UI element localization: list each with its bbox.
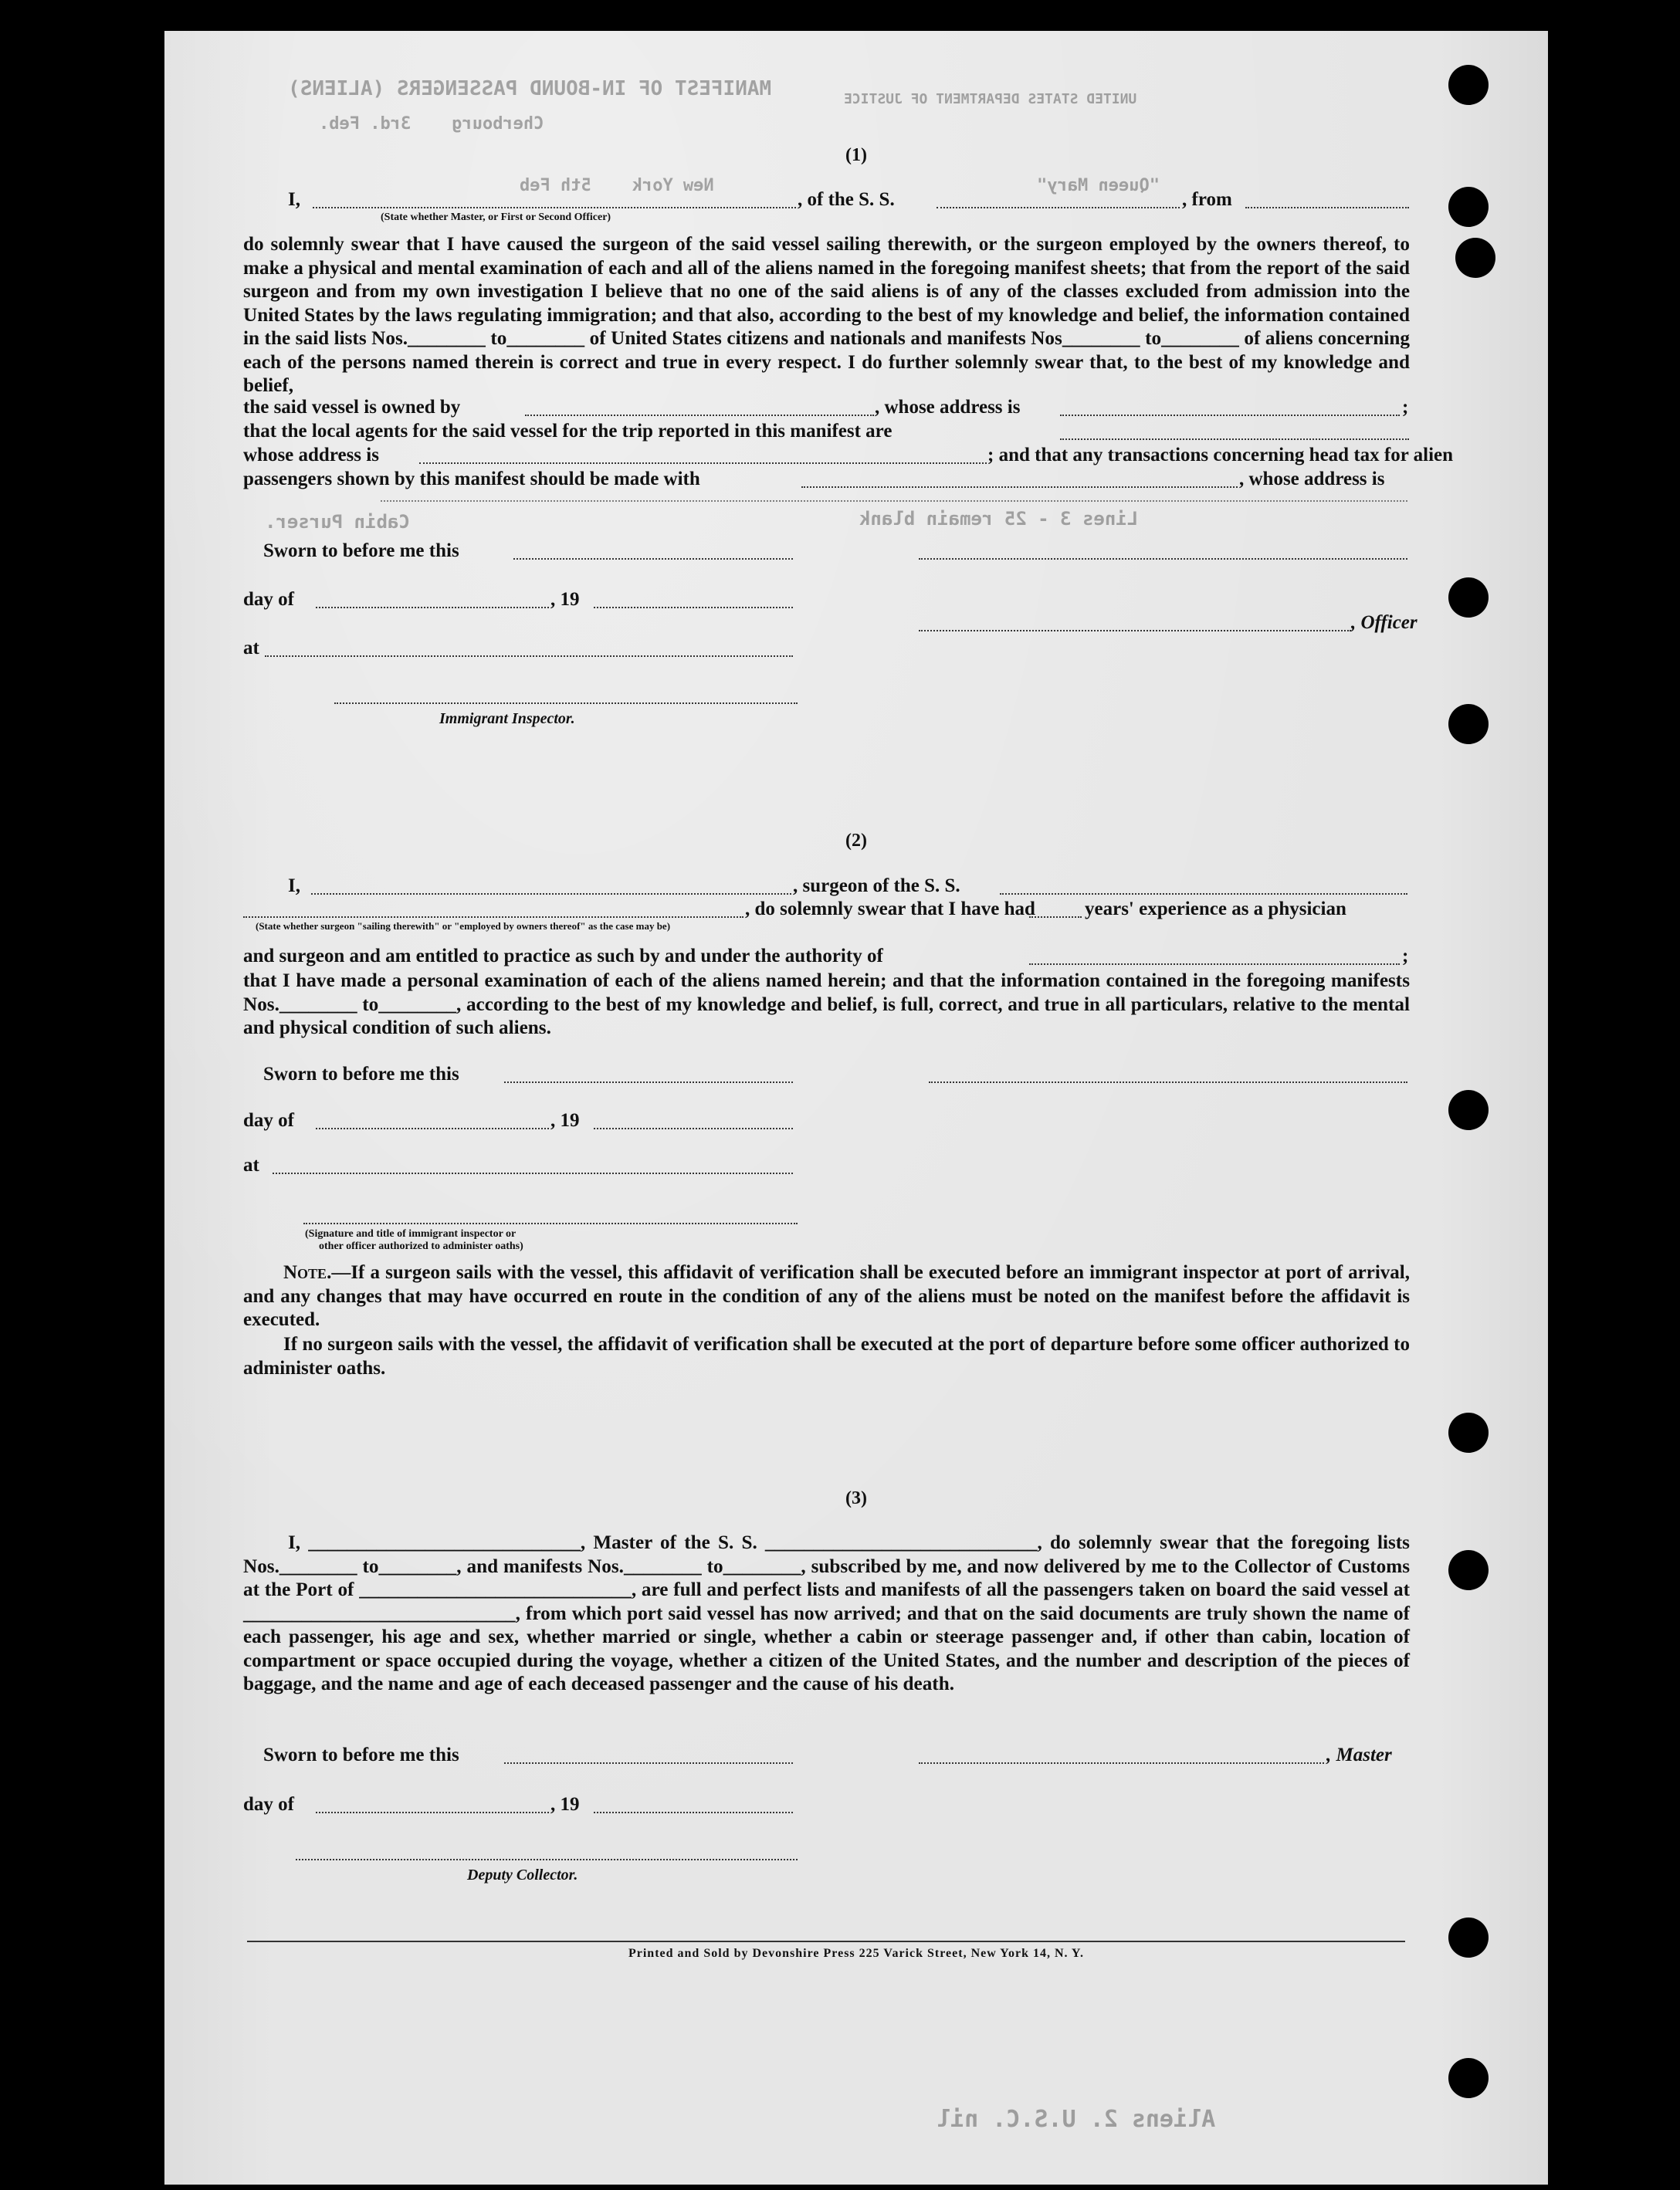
semicolon-2: ; bbox=[1402, 946, 1409, 966]
note-text: —If a surgeon sails with the vessel, this affidavit of verification shall be executed before an immigrant inspector at port of arrival, and any changes that may have occurred en route in the condition of any of the aliens must be noted on the manifest before the affidavit is executed. bbox=[243, 1262, 1410, 1330]
officer-title-field[interactable] bbox=[919, 630, 1351, 631]
punch-hole bbox=[1448, 704, 1489, 744]
bleed-through-line bbox=[844, 91, 1136, 107]
sworn-date-field-3[interactable] bbox=[504, 1762, 793, 1764]
footer-rule bbox=[247, 1941, 1405, 1942]
bleed-through-line bbox=[319, 114, 544, 134]
ghost-cabin-purser bbox=[265, 511, 410, 533]
from-label: , from bbox=[1182, 189, 1232, 210]
agents-field[interactable] bbox=[1060, 438, 1409, 440]
note-text-2: If no surgeon sails with the vessel, the affidavit of verification shall be executed at the port of departure before some officer authorized to administer oaths. bbox=[243, 1334, 1410, 1379]
sworn-label: Sworn to before me this bbox=[263, 540, 459, 561]
sworn-date-field[interactable] bbox=[513, 558, 793, 560]
whose-address-label-2: whose address is bbox=[243, 445, 379, 465]
ghost-date: 3rd. Feb. bbox=[319, 114, 412, 134]
surgeon-of-label: , surgeon of the S. S. bbox=[793, 875, 960, 896]
day-of-label-2: day of bbox=[243, 1110, 294, 1131]
punch-hole bbox=[1448, 1550, 1489, 1590]
officer-label: , Officer bbox=[1351, 612, 1418, 633]
sworn-label-2: Sworn to before me this bbox=[263, 1064, 459, 1085]
at-label: at bbox=[243, 638, 259, 658]
ghost-lines-note-text: Lines 3 - 25 remain blank bbox=[859, 508, 1139, 530]
sworn-line-1 bbox=[263, 540, 459, 562]
surgeon-status-field[interactable] bbox=[243, 916, 743, 918]
owner-address-field[interactable] bbox=[1060, 415, 1400, 416]
sworn-line-3 bbox=[263, 1745, 459, 1766]
ghost-cabin-purser-text: Cabin Purser. bbox=[265, 511, 410, 533]
surgeon-of-line bbox=[793, 875, 960, 897]
do-solemnly-label: , do solemnly swear that I have had bbox=[745, 899, 1035, 919]
day-of-label-3: day of bbox=[243, 1794, 294, 1815]
note-paragraph-2 bbox=[243, 1333, 1410, 1380]
section-3-number: (3) bbox=[845, 1488, 867, 1508]
agents-address-line bbox=[243, 445, 379, 466]
owned-by-label: the said vessel is owned by bbox=[243, 397, 461, 418]
day-field[interactable] bbox=[316, 607, 549, 608]
punch-hole bbox=[1448, 187, 1489, 227]
section-1-number: (1) bbox=[845, 145, 867, 165]
semicolon: ; bbox=[1402, 397, 1409, 418]
punch-hole bbox=[1448, 2058, 1489, 2098]
sig-caption-1: (Signature and title of immigrant inspector or bbox=[305, 1228, 517, 1240]
officer-signature-field[interactable] bbox=[919, 558, 1407, 560]
passengers-shown-line bbox=[243, 469, 700, 490]
surgeon-caption: (State whether surgeon "sailing therewith" or "employed by owners thereof" as the case may be) bbox=[256, 920, 671, 932]
owner-field[interactable] bbox=[525, 415, 874, 416]
year-field-3[interactable] bbox=[594, 1812, 793, 1813]
day-of-label: day of bbox=[243, 589, 294, 610]
at-field[interactable] bbox=[265, 655, 793, 657]
head-tax-line bbox=[987, 445, 1453, 466]
surgeon-ship-field[interactable] bbox=[1000, 893, 1407, 895]
section-3-body: I, ____________________________, Master of the S. S. ____________________________, do solemnly swear that the foregoing lists Nos.________ to________, and manifests Nos.________ to________, subscribed by me, and now delivered by me to the Collector of Customs at the Port of ____________________________, are full and perfect lists and manifests of all the passengers taken on board the said vessel at ____________________________, from which port said vessel has now arrived; and that on the said documents are truly shown the name of each passenger, his age and sex, whether married or single, whether a cabin or steerage passenger and, if other than cabin, location of compartment or space occupied during the voyage, whether a citizen of the United States, and the number and description of the pieces of baggage, and the name and age of each deceased passenger and the cause of his death. bbox=[243, 1532, 1410, 1694]
years-line bbox=[1085, 899, 1346, 920]
whose-address-label-3: , whose address is bbox=[1239, 469, 1385, 489]
of-the-ss-label: , of the S. S. bbox=[798, 189, 895, 210]
ghost-bottom-note-text: Aliens 2. U.S.C. nil bbox=[937, 2106, 1216, 2133]
at-label-2: at bbox=[243, 1155, 259, 1176]
day-of-line-3 bbox=[243, 1794, 294, 1816]
sworn-date-field-2[interactable] bbox=[504, 1081, 793, 1083]
ghost-newyork: New York bbox=[632, 176, 714, 195]
ghost-header-title: MANIFEST OF IN-BOUND PASSENGERS (ALIENS) bbox=[288, 77, 772, 100]
section-2-body: that I have made a personal examination of each of the aliens named herein; and that the information contained in the foregoing manifests Nos.________ to________, according to the best of my knowledge and belief, is full, correct, and true in all particulars, relative to the mental and physical condition of such aliens. bbox=[243, 970, 1410, 1038]
section-1-body: do solemnly swear that I have caused the surgeon of the said vessel sailing therewith, or the surgeon employed by the owners thereof, to make a physical and mental examination of each and all of the aliens named in the foregoing manifest sheets; that from the report of the said surgeon and from my own investigation I believe that no one of the said aliens is of any of the classes excluded from admission into the United States by the laws regulating immigration; and that also, according to the best of my knowledge and belief, the information contained in the said lists Nos.________ to________ of United States citizens and nationals and manifests Nos________ to________ of aliens concerning each of the persons named therein is correct and true in every respect. I do further solemnly swear that, to the best of my knowledge and belief, bbox=[243, 234, 1410, 396]
year-label-3: , 19 bbox=[550, 1794, 580, 1815]
deputy-collector-line bbox=[467, 1867, 578, 1884]
opening-i: I, bbox=[288, 189, 300, 210]
day-of-line-2 bbox=[243, 1110, 294, 1132]
bleed-through-header bbox=[288, 77, 771, 100]
officer-line bbox=[1351, 612, 1418, 634]
owned-by-line bbox=[243, 397, 460, 418]
authority-label: and surgeon and am entitled to practice as such by and under the authority of bbox=[243, 946, 883, 966]
printer-imprint: Printed and Sold by Devonshire Press 225 Varick Street, New York 14, N. Y. bbox=[628, 1947, 1085, 1960]
whose-address-1 bbox=[875, 397, 1020, 418]
local-agents-label: that the local agents for the said vessel for the trip reported in this manifest are bbox=[243, 421, 892, 442]
bleed-through-line bbox=[520, 176, 714, 195]
day-field-2[interactable] bbox=[316, 1128, 549, 1129]
section-1-opening bbox=[288, 189, 300, 211]
ship-name-field[interactable] bbox=[937, 207, 1180, 208]
master-signature-field[interactable] bbox=[919, 1762, 1324, 1764]
years-label: years' experience as a physician bbox=[1085, 899, 1346, 919]
head-tax-contact-field[interactable] bbox=[801, 486, 1238, 488]
passengers-shown-label: passengers shown by this manifest should be made with bbox=[243, 469, 700, 489]
officer-name-field[interactable] bbox=[313, 207, 796, 208]
at-line-2 bbox=[243, 1155, 259, 1176]
sig-caption-2: other officer authorized to administer oaths) bbox=[319, 1241, 523, 1252]
officer-caption: (State whether Master, or First or Second Officer) bbox=[381, 212, 611, 223]
note-label: Note. bbox=[283, 1262, 332, 1283]
section-1-address-field[interactable] bbox=[381, 500, 1407, 502]
ghost-ship: "Queen Mary" bbox=[1037, 176, 1160, 195]
do-solemnly-line bbox=[745, 899, 1035, 920]
sworn-line-2 bbox=[263, 1064, 459, 1085]
year-line-3 bbox=[550, 1794, 580, 1816]
ghost-department: UNITED STATES DEPARTMENT OF JUSTICE bbox=[844, 91, 1137, 107]
year-field-2[interactable] bbox=[594, 1128, 793, 1129]
authority-line bbox=[243, 946, 883, 967]
section-1-from bbox=[1182, 189, 1232, 211]
punch-hole bbox=[1448, 1090, 1489, 1130]
sworn-label-3: Sworn to before me this bbox=[263, 1745, 459, 1765]
at-field-2[interactable] bbox=[273, 1173, 793, 1174]
note-paragraph bbox=[243, 1261, 1410, 1332]
ghost-port: Cherbourg bbox=[452, 114, 544, 134]
opening-i-2: I, bbox=[288, 875, 300, 896]
year-line-2 bbox=[550, 1110, 580, 1132]
agents-address-field[interactable] bbox=[419, 462, 987, 464]
punch-hole bbox=[1448, 65, 1489, 105]
punch-hole bbox=[1448, 577, 1489, 618]
immigrant-inspector-line bbox=[439, 710, 575, 728]
section-2-number: (2) bbox=[845, 831, 867, 851]
master-line bbox=[1326, 1745, 1392, 1766]
year-field[interactable] bbox=[594, 607, 793, 608]
punch-hole bbox=[1455, 238, 1495, 278]
from-port-field[interactable] bbox=[1245, 207, 1409, 208]
whose-address-label: , whose address is bbox=[875, 397, 1021, 418]
immigrant-inspector-label: Immigrant Inspector. bbox=[439, 710, 575, 727]
section-1-of-ss bbox=[798, 189, 895, 211]
whose-address-3 bbox=[1239, 469, 1384, 490]
surgeon-name-field[interactable] bbox=[311, 893, 791, 895]
collector-signature-field[interactable] bbox=[296, 1859, 798, 1860]
head-tax-label: ; and that any transactions concerning head tax for alien bbox=[987, 445, 1454, 465]
inspector-signature-field-2[interactable] bbox=[303, 1223, 798, 1224]
year-label: , 19 bbox=[550, 589, 580, 610]
ghost-bottom-note bbox=[937, 2106, 1215, 2133]
day-field-3[interactable] bbox=[316, 1812, 549, 1813]
manifest-page bbox=[164, 31, 1548, 2185]
master-label: , Master bbox=[1326, 1745, 1392, 1765]
inspector-signature-field[interactable] bbox=[334, 702, 798, 704]
years-field[interactable] bbox=[1029, 916, 1082, 918]
year-line-1 bbox=[550, 589, 580, 611]
day-of-line-1 bbox=[243, 589, 294, 611]
punch-hole bbox=[1448, 1413, 1489, 1453]
surgeon-signature-field[interactable] bbox=[929, 1081, 1407, 1083]
at-line-1 bbox=[243, 638, 259, 659]
section-2-opening bbox=[288, 875, 300, 897]
ghost-arrival: 5th Feb bbox=[520, 176, 591, 195]
ghost-lines-note bbox=[859, 508, 1138, 530]
year-label-2: , 19 bbox=[550, 1110, 580, 1131]
bleed-through-line bbox=[1037, 176, 1160, 195]
local-agents-line bbox=[243, 421, 892, 442]
deputy-collector-label: Deputy Collector. bbox=[467, 1867, 578, 1884]
authority-field[interactable] bbox=[1029, 963, 1400, 965]
